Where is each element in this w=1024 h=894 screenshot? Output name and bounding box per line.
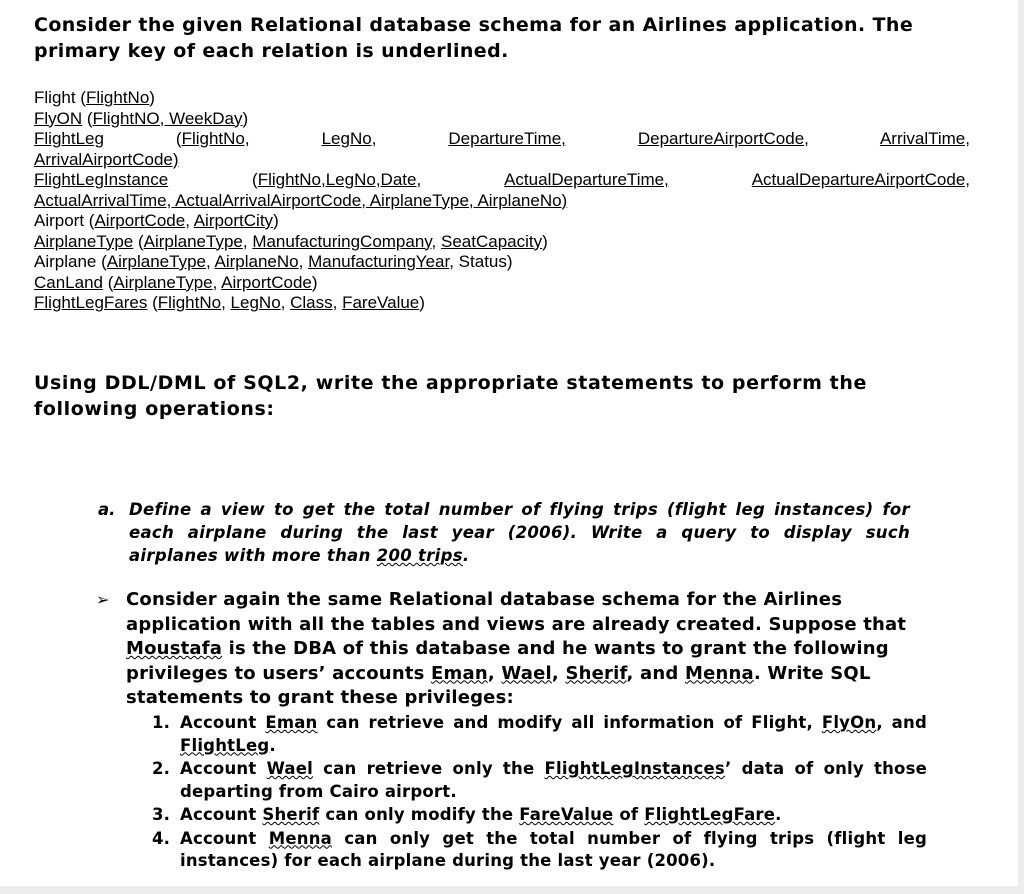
consider-text: Consider again the same Relational database schema for the Airlines application with all the tables and views are already created. Suppose that Moustafa is the DBA of this database and he wants to grant the following privileges to users’ accounts Eman, Wael, Sherif, and Menna. Write SQL statements to grant these privileges:: [126, 589, 907, 708]
page-edge-bottom: [0, 886, 1024, 894]
intro-line-1: Consider the given Relational database schema for an Airlines application. The: [34, 14, 914, 36]
schema-flightleginstance: FlightLegInstance (FlightNo,LegNo,Date, ActualDepartureTime, ActualDepartureAirportCode,: [34, 170, 970, 189]
schema-flightleginstance-cont: ActualArrivalTime, ActualArrivalAirportCode, AirplaneType, AirplaneNo): [34, 190, 568, 210]
intro-paragraph: [34, 12, 970, 64]
question-a-marker: a.: [98, 500, 116, 519]
privilege-item-1: 1. Account Eman can retrieve and modify all information of Flight, FlyOn, and FlightLeg.: [152, 713, 927, 755]
question-a-text: Define a view to get the total number of flying trips (flight leg instances) for each airplane during the last year (2006). Write a query to display such airplanes with more than 200 trips.: [129, 500, 910, 565]
privilege-item-4: 4. Account Menna can only get the total number of flying trips (flight leg instances) for each airplane during the last year (2006).: [152, 828, 927, 870]
schema-flyon: FlyON (FlightNO, WeekDay): [34, 108, 249, 128]
schema-airplanetype: AirplaneType (AirplaneType, ManufacturingCompany, SeatCapacity): [34, 231, 548, 251]
question-a: [98, 498, 910, 567]
using-line-1: Using DDL/DML of SQL2, write the appropriate statements to perform the: [34, 372, 867, 394]
using-paragraph: [34, 370, 970, 422]
using-line-2: following operations:: [34, 398, 275, 420]
consider-paragraph: [96, 588, 926, 711]
arrow-bullet-icon: ➢: [96, 590, 110, 609]
schema-canland: CanLand (AirplaneType, AirportCode): [34, 272, 318, 292]
schema-airport: Airport (AirportCode, AirportCity): [34, 211, 279, 230]
schema-flightleg-cont: ArrivalAirportCode): [34, 149, 179, 169]
schema-flightleg: FlightLeg (FlightNo, LegNo, DepartureTime, DepartureAirportCode, ArrivalTime,: [34, 129, 970, 148]
schema-airplane: Airplane (AirplaneType, AirplaneNo, ManufacturingYear, Status): [34, 252, 513, 271]
privilege-item-3: 3. Account Sherif can only modify the FareValue of FlightLegFare.: [152, 805, 782, 824]
privileges-list: [152, 712, 927, 874]
page-edge-right: [1018, 0, 1024, 894]
schema-flightlegfares: FlightLegFares (FlightNo, LegNo, Class, FareValue): [34, 293, 425, 312]
privilege-item-2: 2. Account Wael can retrieve only the FlightLegInstances’ data of only those departing from Cairo airport.: [152, 759, 927, 801]
schema-flight: Flight (FlightNo): [34, 88, 155, 107]
schema-list: [34, 88, 970, 314]
intro-line-2: primary key of each relation is underlined.: [34, 40, 509, 62]
